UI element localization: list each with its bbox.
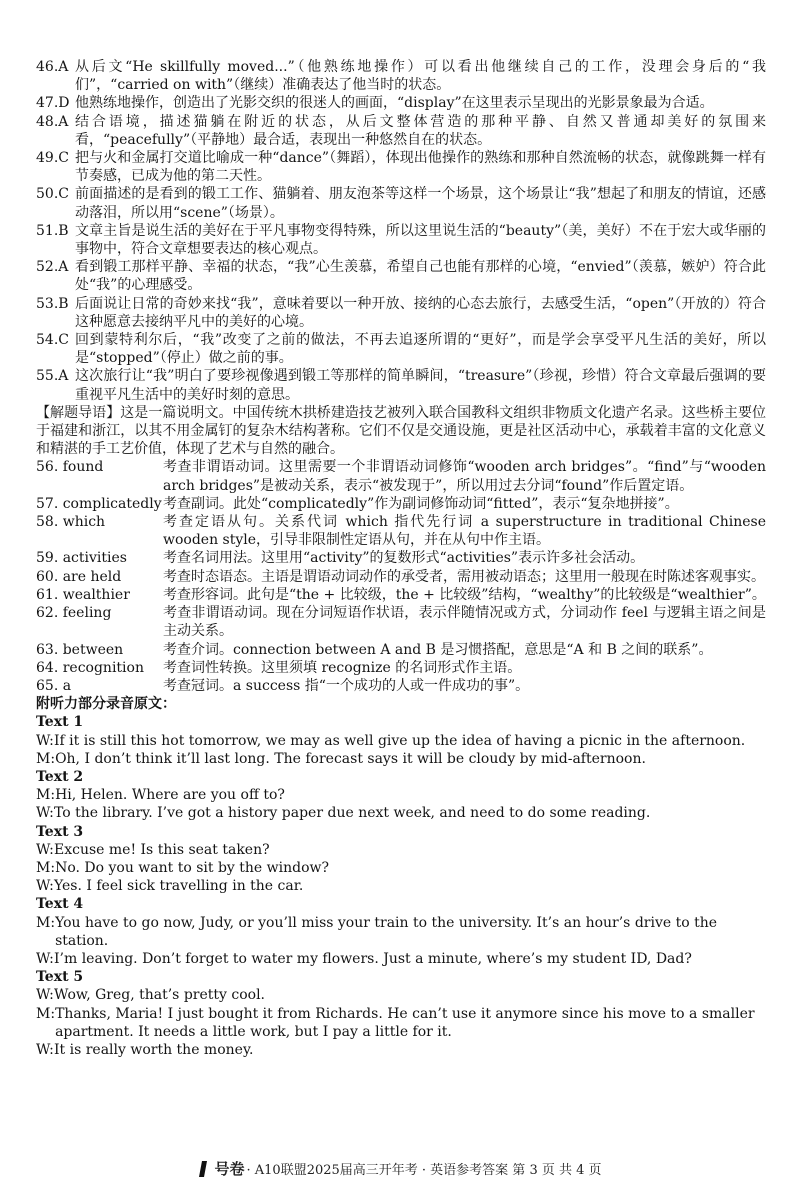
answer-explanation: 考查定语从句。关系代词 which 指代先行词 a superstructure in traditional Chinese wooden style，引导非限制性定语从句，并在从句中作主语。 (163, 514, 766, 549)
answer-number: 51.B (36, 222, 69, 239)
answer-item (36, 222, 766, 258)
dialogue-line (36, 877, 766, 895)
answer-number: 49.C (36, 150, 69, 167)
dialogue-line (36, 750, 766, 768)
utterance: You have to go now, Judy, or you’ll miss your train to the university. It’s an hour’s drive to the station. (55, 914, 718, 949)
answer-explanation: 从后文“He skillfully moved...”（他熟练地操作）可以看出他继续自己的工作，没理会身后的“我们”，“carried on with”（继续）准确表达了他当时的状态。 (75, 59, 766, 94)
answer-item (36, 495, 766, 513)
cloze-answers (36, 58, 766, 404)
speaker: W: (36, 732, 54, 749)
answer-number: 57. complicatedly (36, 495, 162, 512)
utterance: Wow, Greg, that’s pretty cool. (54, 987, 265, 1004)
answer-item (36, 568, 766, 586)
utterance: If it is still this hot tomorrow, we may as well give up the idea of having a picnic in the afternoon. (54, 732, 746, 749)
answer-item (36, 586, 766, 604)
answer-explanation: 考查词性转换。这里须填 recognize 的名词形式作主语。 (163, 659, 522, 676)
utterance: I’m leaving. Don’t forget to water my flowers. Just a minute, where’s my student ID, Dad? (54, 950, 692, 967)
brand-logo-icon (198, 1160, 210, 1182)
speaker: W: (36, 878, 54, 895)
document-page (36, 58, 766, 1059)
speaker: M: (36, 914, 56, 931)
dialogue-line (36, 786, 766, 804)
answer-explanation: 考查介词。connection between A and B 是习惯搭配，意思是“A 和 B 之间的联系”。 (163, 641, 713, 658)
brand-logo-text: 号卷 (214, 1160, 245, 1178)
speaker: W: (36, 987, 54, 1004)
text-title: Text 5 (36, 969, 84, 986)
utterance: Yes. I feel sick travelling in the car. (54, 878, 304, 895)
answer-explanation: 考查非谓语动词。现在分词短语作状语，表示伴随情况或方式，分词动作 feel 与逻辑主语之间是主动关系。 (163, 605, 766, 640)
listening-heading: 附听力部分录音原文： (36, 696, 176, 713)
answer-item (36, 659, 766, 677)
answer-item (36, 458, 766, 494)
answer-explanation: 后面说让日常的奇妙来找“我”，意味着要以一种开放、接纳的心态去旅行，去感受生活，“open”（开放的）符合这种愿意去接纳平凡中的美好的心境。 (75, 295, 766, 330)
answer-item (36, 113, 766, 149)
dialogue-line (36, 732, 766, 750)
utterance: No. Do you want to sit by the window? (55, 859, 330, 876)
answer-number: 46.A (36, 59, 69, 75)
text-title: Text 3 (36, 823, 84, 840)
answer-explanation: 考查副词。此处“complicatedly”作为副词修饰动词“fitted”，表示“复杂地拼接”。 (163, 495, 679, 512)
text-title: Text 1 (36, 714, 84, 731)
answer-number: 47.D (36, 95, 70, 112)
speaker: W: (36, 805, 54, 822)
text-title: Text 4 (36, 896, 84, 913)
answer-number: 64. recognition (36, 659, 144, 676)
answer-number: 62. feeling (36, 605, 112, 622)
answer-explanation: 这次旅行让“我”明白了要珍视像遇到锻工等那样的简单瞬间，“treasure”（珍视，珍惜）符合文章最后强调的要重视平凡生活中的美好时刻的意思。 (75, 368, 766, 403)
dialogue-line (36, 804, 766, 822)
answer-explanation: 考查时态语态。主语是谓语动词动作的承受者，需用被动语态；这里用一般现在时陈述客观事实。 (163, 568, 765, 585)
page-footer (0, 1158, 800, 1182)
dialogue-line (36, 986, 766, 1004)
speaker: M: (36, 750, 56, 767)
answer-item (36, 295, 766, 331)
answer-explanation: 看到锻工那样平静、幸福的状态，“我”心生羡慕，希望自己也能有那样的心境，“envied”（羡慕，嫉妒）符合此处“我”的心理感受。 (75, 259, 766, 294)
answer-item (36, 331, 766, 367)
answer-item (36, 149, 766, 185)
speaker: W: (36, 950, 54, 967)
dialogue-line (36, 841, 766, 859)
dialogue-line (36, 950, 766, 968)
passage-guide: 【解题导语】这是一篇说明文。中国传统木拱桥建造技艺被列入联合国教科文组织非物质文化遗产名录。这些桥主要位于福建和浙江，以其不用金属钉的复杂木结构著称。它们不仅是交通设施，更是社区活动中心，承载着丰富的文化意义和精湛的手工艺价值，体现了艺术与自然的融合。 (36, 404, 766, 458)
utterance: To the library. I’ve got a history paper due next week, and need to do some reading. (54, 805, 651, 822)
answer-number: 56. found (36, 459, 104, 476)
speaker: W: (36, 1041, 54, 1058)
answer-explanation: 考查名词用法。这里用“activity”的复数形式“activities”表示许多社会活动。 (163, 550, 645, 567)
speaker: M: (36, 1005, 56, 1022)
answer-number: 54.C (36, 332, 69, 349)
answer-item (36, 604, 766, 640)
answer-number: 60. are held (36, 568, 122, 585)
answer-explanation: 考查形容词。此句是“the + 比较级，the + 比较级”结构，“wealthy”的比较级是“wealthier”。 (163, 586, 766, 603)
answer-number: 50.C (36, 186, 69, 203)
answer-number: 55.A (36, 368, 69, 385)
answer-item (36, 94, 766, 112)
answer-number: 52.A (36, 259, 69, 276)
answer-item (36, 549, 766, 567)
answer-explanation: 结合语境，描述猫躺在附近的状态，从后文整体营造的那种平静、自然又普通却美好的氛围来看，“peacefully”（平静地）最合适，表现出一种悠然自在的状态。 (75, 113, 766, 148)
utterance: Thanks, Maria! I just bought it from Richards. He can’t use it anymore since his move to a smaller apartment. It needs a little work, but I pay a little for it. (55, 1005, 755, 1040)
answer-number: 65. a (36, 677, 72, 694)
dialogue-line (36, 914, 766, 950)
dialogue-line (36, 1041, 766, 1059)
answer-item (36, 367, 766, 403)
speaker: W: (36, 841, 54, 858)
answer-explanation: 文章主旨是说生活的美好在于平凡事物变得特殊，所以这里说生活的“beauty”（美，美好）不在于宏大或华丽的事物中，符合文章想要表达的核心观点。 (75, 222, 766, 258)
answer-number: 63. between (36, 641, 124, 658)
answer-item (36, 58, 766, 94)
answer-number: 61. wealthier (36, 586, 130, 603)
answer-number: 53.B (36, 295, 69, 312)
speaker: M: (36, 787, 56, 804)
answer-item (36, 185, 766, 221)
answer-item (36, 677, 766, 695)
answer-explanation: 回到蒙特利尔后，“我”改变了之前的做法，不再去追逐所谓的“更好”，而是学会享受平凡生活的美好，所以是“stopped”（停止）做之前的事。 (75, 332, 766, 367)
speaker: M: (36, 859, 56, 876)
utterance: Oh, I don’t think it’ll last long. The forecast says it will be cloudy by mid-afternoon. (55, 750, 646, 767)
dialogue-line (36, 1005, 766, 1041)
answer-number: 59. activities (36, 550, 127, 567)
answer-explanation: 把与火和金属打交道比喻成一种“dance”（舞蹈），体现出他操作的熟练和那种自然流畅的状态，就像跳舞一样有节奏感，已成为他的第二天性。 (75, 150, 766, 185)
answer-explanation: 考查非谓语动词。这里需要一个非谓语动词修饰“wooden arch bridges”。“find”与“wooden arch bridges”是被动关系，表示“被发现于”，所以用过去分词“found”作后置定语。 (163, 459, 766, 494)
answer-item (36, 258, 766, 294)
answer-explanation: 考查冠词。a success 指“一个成功的人或一件成功的事”。 (163, 677, 530, 694)
grammar-fill-answers (36, 458, 766, 695)
answer-number: 58. which (36, 514, 106, 531)
answer-number: 48.A (36, 113, 69, 130)
dialogue-line (36, 859, 766, 877)
utterance: Hi, Helen. Where are you off to? (55, 787, 285, 804)
footer-text: · A10联盟2025届高三开年考 · 英语参考答案 第 3 页 共 4 页 (246, 1163, 602, 1178)
answer-item (36, 641, 766, 659)
answer-explanation: 他熟练地操作，创造出了光影交织的很迷人的画面，“display”在这里表示呈现出的光影景象最为合适。 (75, 95, 714, 112)
listening-transcripts (36, 713, 766, 1059)
text-title: Text 2 (36, 768, 84, 785)
answer-explanation: 前面描述的是看到的锻工工作、猫躺着、朋友泡茶等这样一个场景，这个场景让“我”想起了和朋友的情谊，还感动落泪，所以用“scene”（场景）。 (75, 186, 766, 221)
utterance: It is really worth the money. (54, 1041, 254, 1058)
answer-item (36, 513, 766, 549)
utterance: Excuse me! Is this seat taken? (54, 841, 270, 858)
